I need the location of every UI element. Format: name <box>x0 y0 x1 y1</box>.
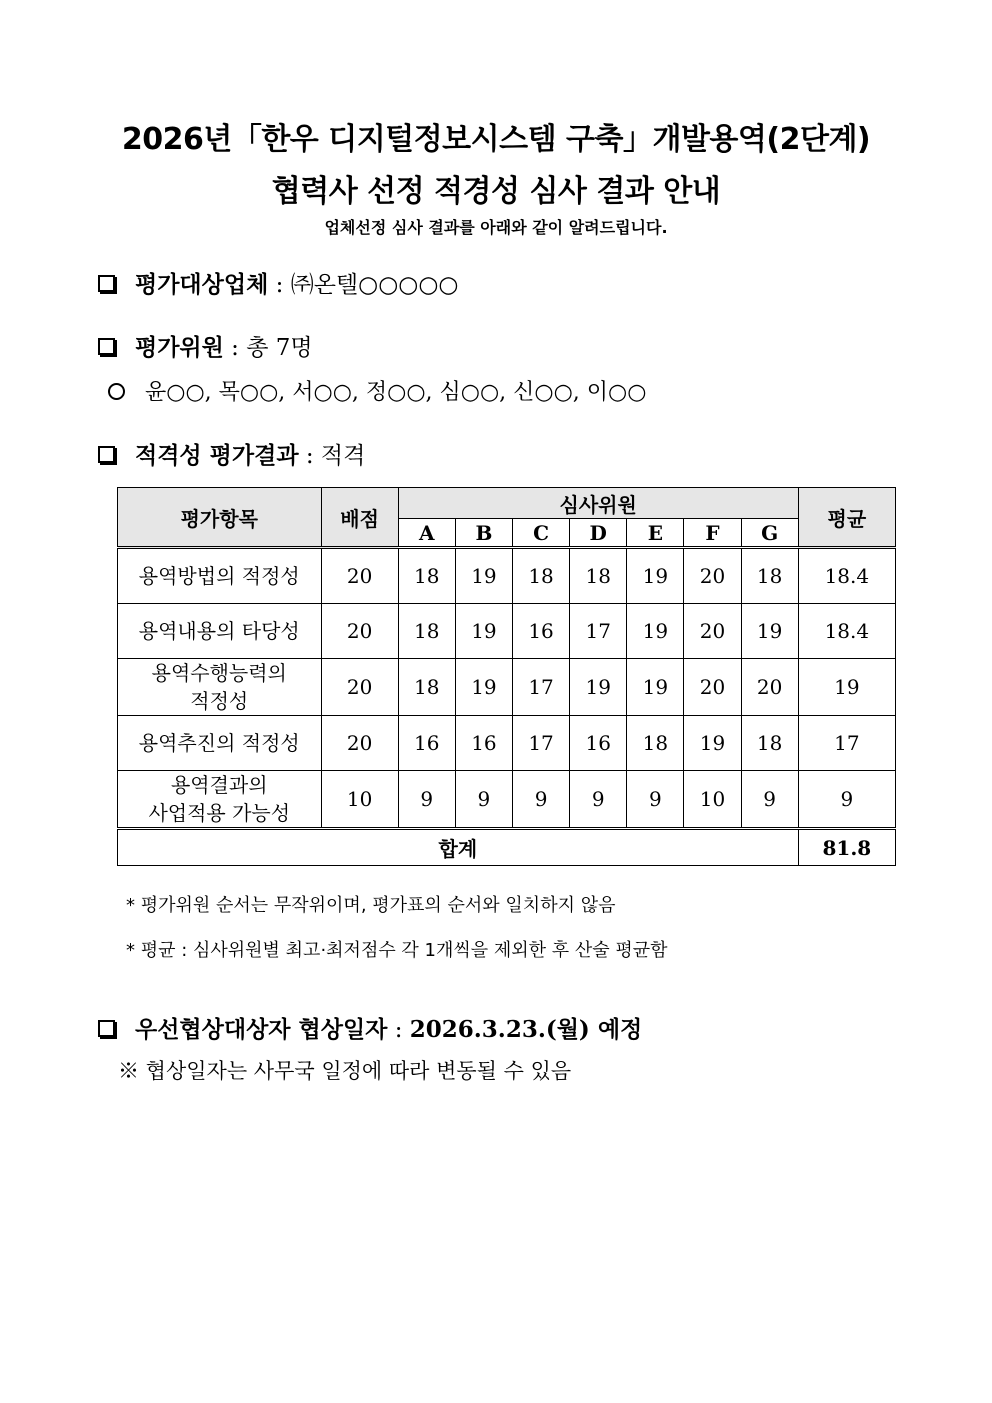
judge-score: 20 <box>684 548 741 604</box>
judge-score: 9 <box>741 771 798 829</box>
judge-score: 18 <box>398 548 455 604</box>
judge-score: 17 <box>570 604 627 659</box>
row-item: 용역추진의 적정성 <box>118 716 322 771</box>
note-average-method: * 평균 : 심사위원별 최고·최저점수 각 1개씩을 제외한 후 산술 평균함 <box>126 940 668 961</box>
row-max-score: 20 <box>321 548 398 604</box>
judge-score: 10 <box>684 771 741 829</box>
judge-score: 18 <box>741 548 798 604</box>
note-evaluator-order: * 평가위원 순서는 무작위이며, 평가표의 순서와 일치하지 않음 <box>126 895 616 916</box>
row-item: 용역내용의 타당성 <box>118 604 322 659</box>
judge-score: 9 <box>627 771 684 829</box>
header-judges: 심사위원 <box>398 488 798 519</box>
judge-score: 16 <box>398 716 455 771</box>
section-label: 평가대상업체 <box>135 271 269 298</box>
result-value: 적격 <box>320 443 366 469</box>
section-evaluators: 평가위원 : 총 7명 <box>98 329 313 362</box>
negotiation-date: 2026.3.23.(월) 예정 <box>409 1016 643 1043</box>
judge-score: 16 <box>512 604 569 659</box>
schedule-remark: ※ 협상일자는 사무국 일정에 따라 변동될 수 있음 <box>118 1059 572 1083</box>
table-row <box>118 604 896 659</box>
checkbox-bullet-icon <box>98 446 115 463</box>
judge-header: D <box>570 519 627 548</box>
judge-score: 19 <box>455 604 512 659</box>
judge-score: 17 <box>512 716 569 771</box>
row-max-score: 20 <box>321 716 398 771</box>
row-average: 18.4 <box>798 604 895 659</box>
checkbox-bullet-icon <box>98 1020 115 1037</box>
judge-score: 9 <box>398 771 455 829</box>
evaluation-table <box>117 487 896 866</box>
circle-bullet-icon <box>108 383 125 400</box>
row-max-score: 10 <box>321 771 398 829</box>
judge-score: 19 <box>570 659 627 716</box>
judge-score: 19 <box>627 604 684 659</box>
judge-header: B <box>455 519 512 548</box>
judge-header: G <box>741 519 798 548</box>
total-value: 81.8 <box>798 829 895 866</box>
table-row <box>118 548 896 604</box>
row-max-score: 20 <box>321 604 398 659</box>
table-row <box>118 716 896 771</box>
judge-score: 20 <box>741 659 798 716</box>
judge-score: 19 <box>627 659 684 716</box>
row-max-score: 20 <box>321 659 398 716</box>
row-average: 17 <box>798 716 895 771</box>
judge-score: 16 <box>455 716 512 771</box>
judge-score: 20 <box>684 604 741 659</box>
row-item: 용역수행능력의 적정성 <box>118 659 322 716</box>
header-score: 배점 <box>321 488 398 548</box>
total-row <box>118 829 896 866</box>
judge-score: 18 <box>512 548 569 604</box>
evaluator-list: 윤○○, 목○○, 서○○, 정○○, 심○○, 신○○, 이○○ <box>108 375 646 406</box>
row-item: 용역결과의 사업적용 가능성 <box>118 771 322 829</box>
section-label: 우선협상대상자 협상일자 <box>135 1016 388 1043</box>
table-row <box>118 659 896 716</box>
row-average: 9 <box>798 771 895 829</box>
section-result: 적격성 평가결과 : 적격 <box>98 437 365 470</box>
judge-header: C <box>512 519 569 548</box>
judge-header: E <box>627 519 684 548</box>
judge-score: 18 <box>741 716 798 771</box>
judge-score: 19 <box>684 716 741 771</box>
judge-score: 18 <box>398 604 455 659</box>
judge-score: 16 <box>570 716 627 771</box>
header-average: 평균 <box>798 488 895 548</box>
document-subtitle: 업체선정 심사 결과를 아래와 같이 알려드립니다. <box>324 218 668 237</box>
section-evaluated-company: 평가대상업체 : ㈜온텔○○○○○ <box>98 266 458 299</box>
judge-score: 18 <box>570 548 627 604</box>
judge-score: 19 <box>741 604 798 659</box>
section-negotiation-date: 우선협상대상자 협상일자 : 2026.3.23.(월) 예정 <box>98 1011 642 1044</box>
judge-header: A <box>398 519 455 548</box>
judge-score: 19 <box>627 548 684 604</box>
judge-score: 18 <box>627 716 684 771</box>
header-item: 평가항목 <box>118 488 322 548</box>
company-name: ㈜온텔○○○○○ <box>290 272 459 298</box>
judge-score: 9 <box>512 771 569 829</box>
evaluator-count: 총 7명 <box>246 335 313 361</box>
judge-score: 18 <box>398 659 455 716</box>
judge-score: 9 <box>455 771 512 829</box>
document-title-line1: 2026년「한우 디지털정보시스템 구축」개발용역(2단계) <box>121 122 871 157</box>
row-average: 19 <box>798 659 895 716</box>
total-label: 합계 <box>118 829 799 866</box>
row-item: 용역방법의 적정성 <box>118 548 322 604</box>
table-row <box>118 771 896 829</box>
row-average: 18.4 <box>798 548 895 604</box>
judge-score: 17 <box>512 659 569 716</box>
checkbox-bullet-icon <box>98 338 115 355</box>
judge-header: F <box>684 519 741 548</box>
judge-score: 20 <box>684 659 741 716</box>
section-label: 적격성 평가결과 <box>135 442 299 469</box>
judge-score: 9 <box>570 771 627 829</box>
checkbox-bullet-icon <box>98 275 115 292</box>
judge-score: 19 <box>455 659 512 716</box>
judge-score: 19 <box>455 548 512 604</box>
document-title-line2: 협력사 선정 적경성 심사 결과 안내 <box>271 174 721 209</box>
section-label: 평가위원 <box>135 334 224 361</box>
